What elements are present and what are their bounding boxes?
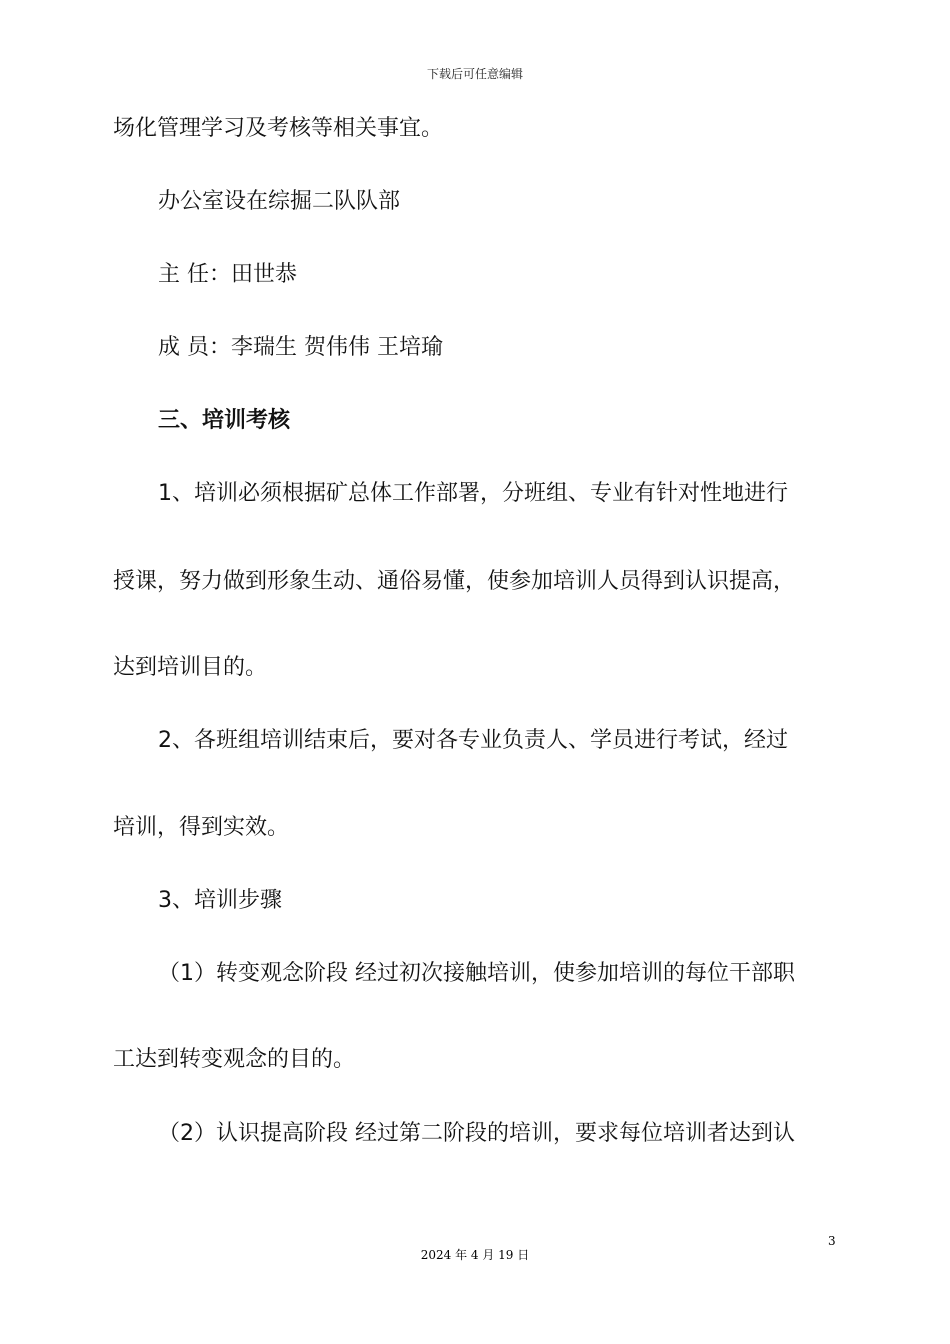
step-1-line-2: 工达到转变观念的目的。 <box>113 1047 356 1072</box>
step-1-line-1: （1）转变观念阶段 经过初次接触培训，使参加培训的每位干部职 <box>158 961 795 986</box>
members-line: 成 员：李瑞生 贺伟伟 王培瑜 <box>158 335 443 360</box>
section-heading-training-assessment: 三、培训考核 <box>158 408 291 433</box>
body-line-continuation: 场化管理学习及考核等相关事宜。 <box>113 116 444 141</box>
header-note: 下载后可任意编辑 <box>426 67 523 81</box>
item-1-line-3: 达到培训目的。 <box>113 655 268 680</box>
footer-date: 2024 年 4 月 19 日 <box>420 1248 530 1262</box>
item-2-line-1: 2、各班组培训结束后，要对各专业负责人、学员进行考试，经过 <box>158 728 788 753</box>
office-location-line: 办公室设在综掘二队队部 <box>158 189 401 214</box>
page-number: 3 <box>828 1234 836 1248</box>
item-3-heading: 3、培训步骤 <box>158 888 282 913</box>
item-1-line-2: 授课，努力做到形象生动、通俗易懂，使参加培训人员得到认识提高， <box>113 569 796 594</box>
director-line: 主 任：田世恭 <box>158 262 297 287</box>
item-1-line-1: 1、培训必须根据矿总体工作部署，分班组、专业有针对性地进行 <box>158 481 788 506</box>
step-2-line-1: （2）认识提高阶段 经过第二阶段的培训，要求每位培训者达到认 <box>158 1121 795 1146</box>
item-2-line-2: 培训，得到实效。 <box>113 815 290 840</box>
